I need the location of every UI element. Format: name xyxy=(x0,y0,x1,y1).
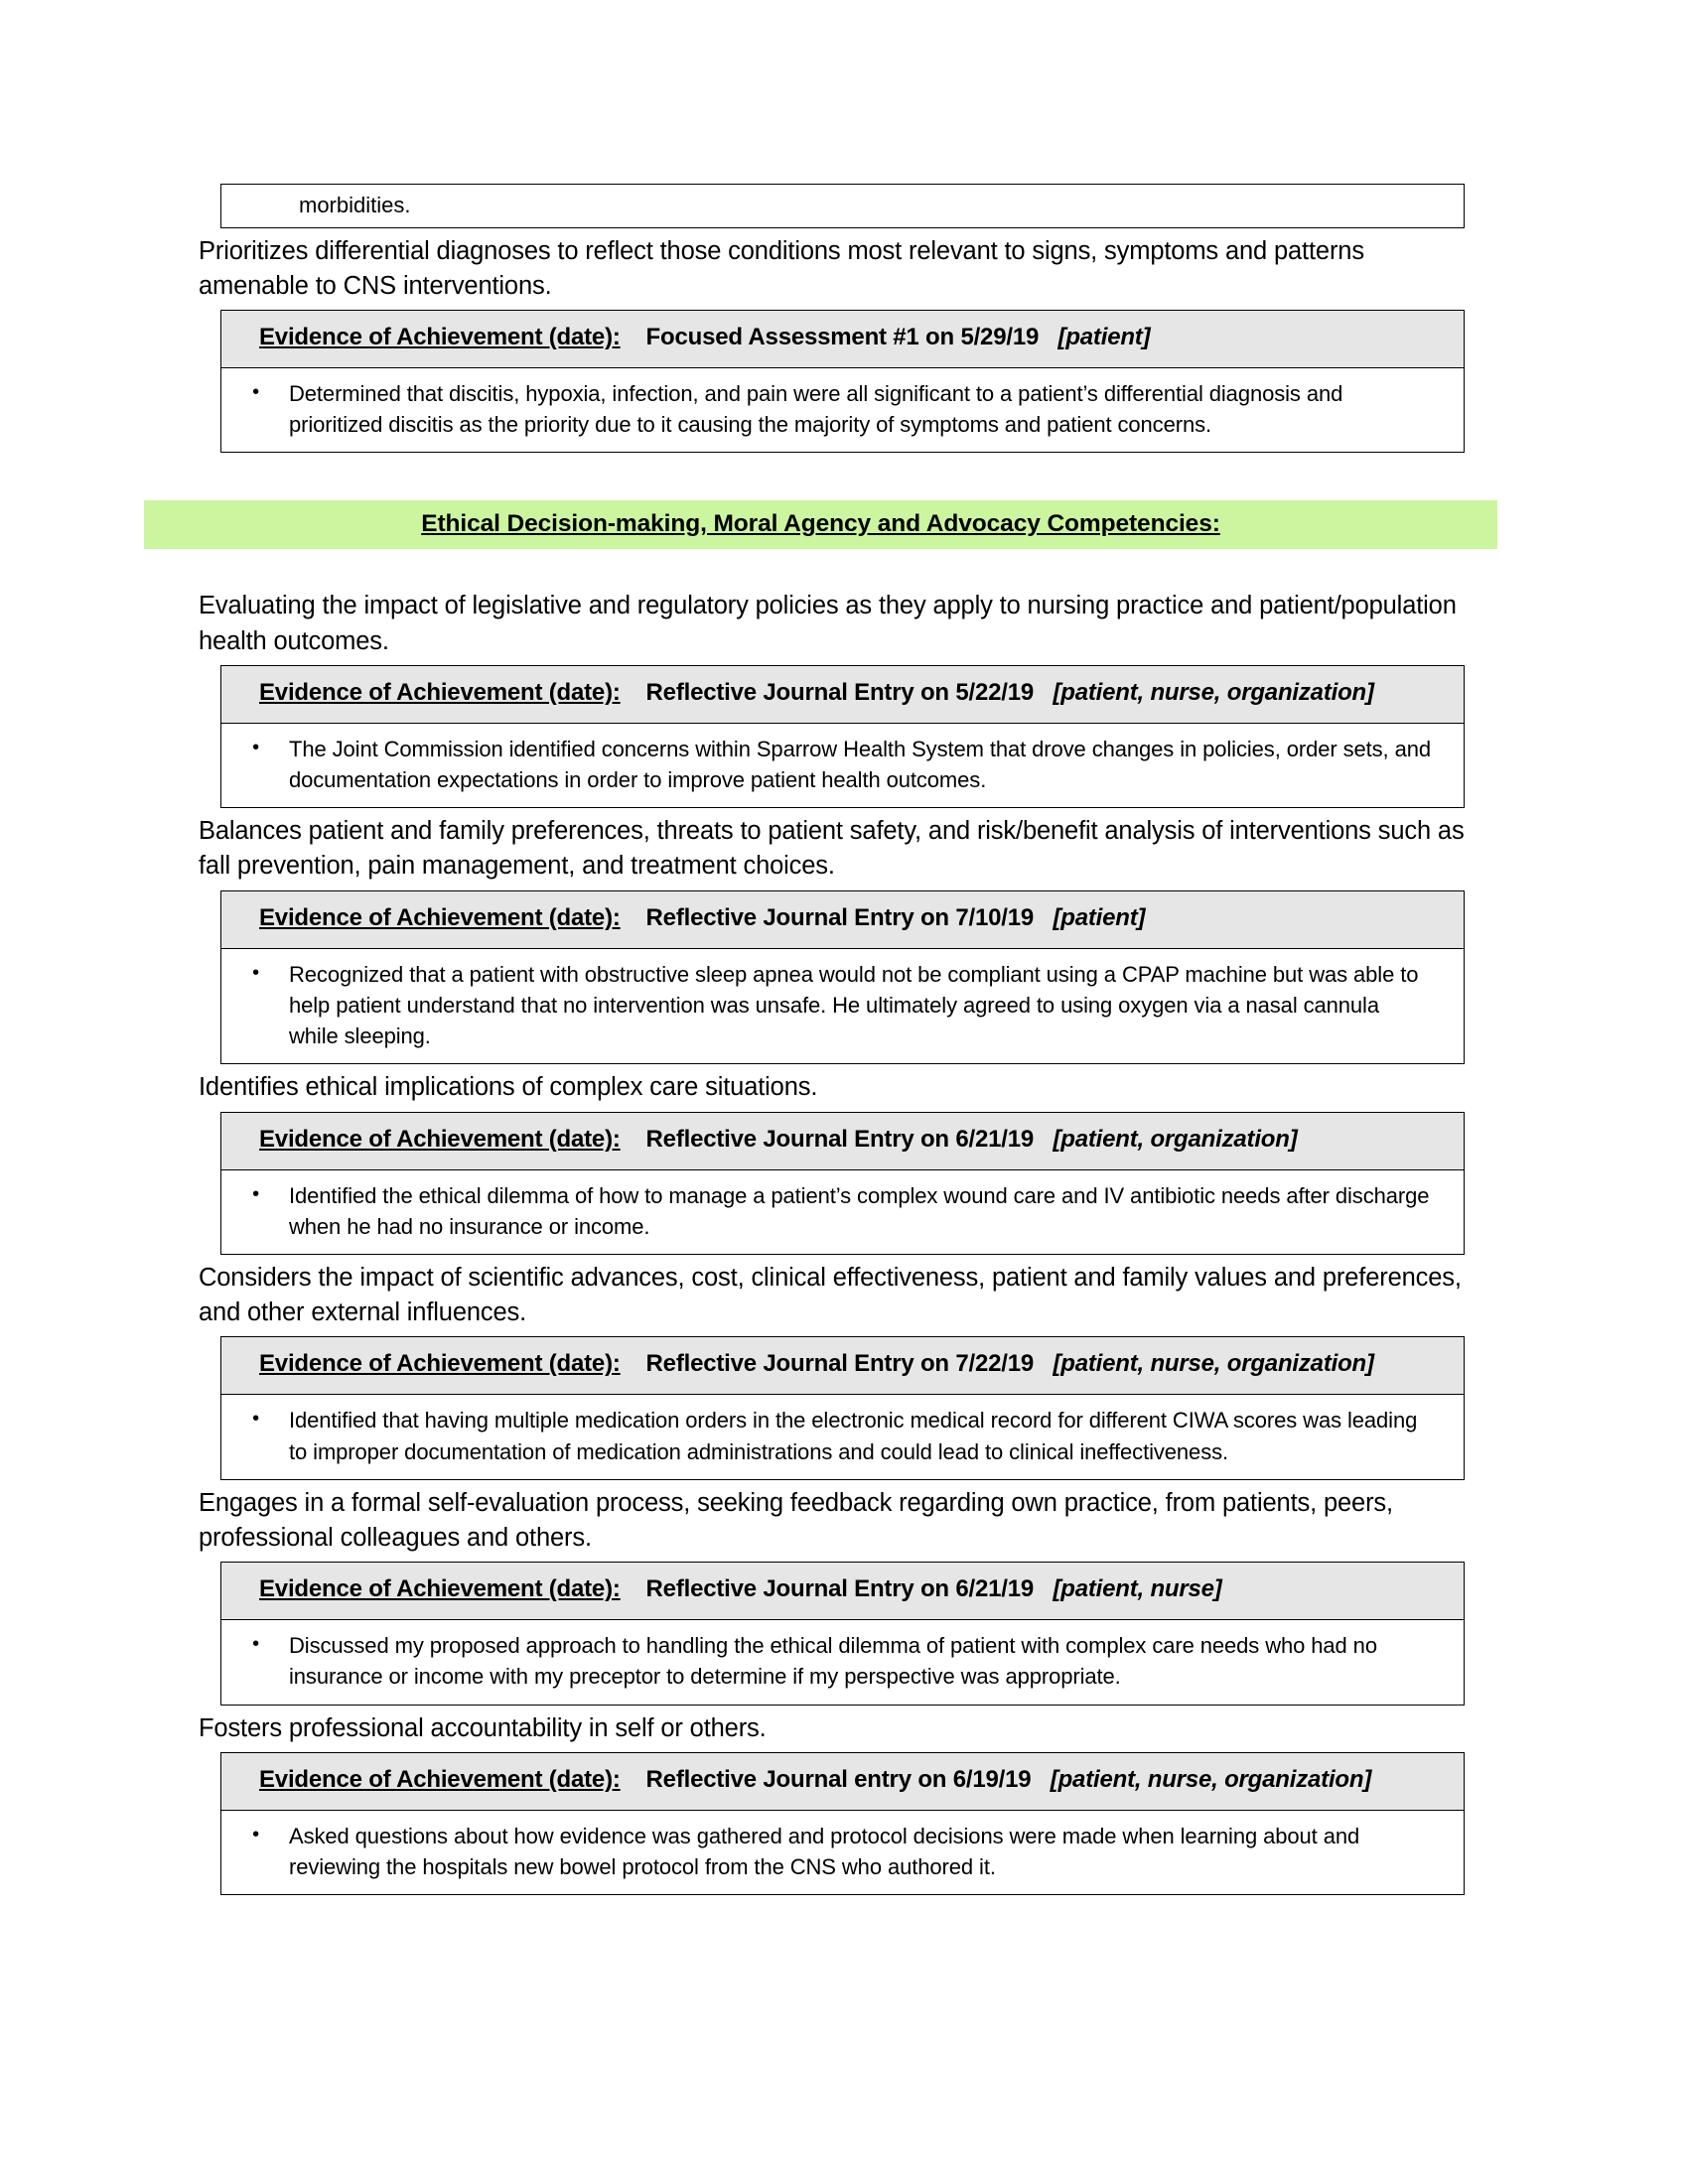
continuation-box: morbidities. xyxy=(220,184,1465,228)
evidence-value: Reflective Journal Entry on 5/22/19 xyxy=(645,678,1035,706)
bullet-icon: • xyxy=(252,380,259,403)
competency-statement: Considers the impact of scientific advances, cost, clinical effectiveness, patient and family values and preferences, and other external influences. xyxy=(199,1264,1462,1327)
competency-statement: Evaluating the impact of legislative and regulatory policies as they apply to nursing practice and patient/population health outcomes. xyxy=(199,592,1457,655)
bullet-icon: • xyxy=(252,736,259,758)
evidence-label: Evidence of Achievement (date): xyxy=(259,903,621,931)
evidence-body xyxy=(220,723,1465,808)
evidence-tags: [patient, nurse, organization] xyxy=(1050,1765,1372,1793)
bullet-icon: • xyxy=(252,1408,259,1431)
bullet-text: Determined that discitis, hypoxia, infection, and pain were all significant to a patient’s differential diagnosis and prioritized discitis as the priority due to it causing the majority of symptoms and patient concerns. xyxy=(289,380,1343,438)
evidence-label: Evidence of Achievement (date): xyxy=(259,1125,621,1153)
evidence-body xyxy=(220,948,1465,1065)
spacer xyxy=(199,455,1465,500)
list-item xyxy=(221,1180,1438,1242)
bullet-text: The Joint Commission identified concerns within Sparrow Health System that drove changes in policies, order sets, and documentation expectations in order to improve patient health outcomes. xyxy=(289,736,1431,793)
evidence-value: Focused Assessment #1 on 5/29/19 xyxy=(645,323,1040,350)
bullet-icon: • xyxy=(252,1633,259,1656)
evidence-body xyxy=(220,367,1465,453)
evidence-group xyxy=(220,1112,1465,1255)
evidence-label: Evidence of Achievement (date): xyxy=(259,678,621,706)
evidence-body xyxy=(220,1394,1465,1479)
evidence-header xyxy=(220,665,1465,723)
evidence-label: Evidence of Achievement (date): xyxy=(259,1350,621,1378)
evidence-body xyxy=(220,1169,1465,1255)
evidence-group xyxy=(220,1752,1465,1895)
evidence-group xyxy=(220,890,1465,1065)
bullet-icon: • xyxy=(252,1823,259,1845)
evidence-body xyxy=(220,1810,1465,1895)
competency-statement-intro: Prioritizes differential diagnoses to reflect those conditions most relevant to signs, symptoms and patterns amenable to CNS interventions. xyxy=(199,236,1364,300)
evidence-body xyxy=(220,1619,1465,1705)
evidence-group xyxy=(220,665,1465,808)
evidence-header xyxy=(220,890,1465,948)
bullet-icon: • xyxy=(252,1182,259,1205)
evidence-label: Evidence of Achievement (date): xyxy=(259,323,621,350)
evidence-tags: [patient, nurse, organization] xyxy=(1053,678,1374,706)
competency-statement: Fosters professional accountability in self or others. xyxy=(199,1713,767,1742)
competency-statement: Identifies ethical implications of complex care situations. xyxy=(199,1073,818,1102)
evidence-value: Reflective Journal Entry on 6/21/19 xyxy=(645,1575,1035,1603)
evidence-group xyxy=(220,1336,1465,1479)
evidence-label: Evidence of Achievement (date): xyxy=(259,1575,621,1603)
bullet-text: Identified that having multiple medication orders in the electronic medical record for different CIWA scores was leading to improper documentation of medication administrations and could lead to clinical ineffectiveness. xyxy=(289,1408,1418,1464)
evidence-header xyxy=(220,1336,1465,1394)
section-banner xyxy=(144,500,1497,549)
evidence-tags: [patient, nurse, organization] xyxy=(1053,1350,1374,1378)
bullet-text: Identified the ethical dilemma of how to manage a patient’s complex wound care and IV antibiotic needs after discharge when he had no insurance or income. xyxy=(289,1182,1430,1239)
evidence-header xyxy=(220,1562,1465,1619)
competency-statement: Engages in a formal self-evaluation process, seeking feedback regarding own practice, from patients, peers, professional colleagues and others. xyxy=(199,1488,1393,1553)
bullet-text: Discussed my proposed approach to handling the ethical dilemma of patient with complex care needs who had no insurance or income with my preceptor to determine if my perspective was appropriate. xyxy=(289,1633,1377,1690)
section-title: Ethical Decision-making, Moral Agency and Advocacy Competencies: xyxy=(421,510,1220,538)
bullet-text: Recognized that a patient with obstructive sleep apnea would not be compliant using a CPAP machine but was able to help patient understand that no intervention was unsafe. He ultimately agreed to using oxygen via a nasal cannula while sleeping. xyxy=(289,961,1419,1049)
competency-statement: Balances patient and family preferences, threats to patient safety, and risk/benefit analysis of interventions such as fall prevention, pain management, and treatment choices. xyxy=(199,817,1465,881)
list-item xyxy=(221,959,1438,1052)
evidence-label: Evidence of Achievement (date): xyxy=(259,1765,621,1793)
evidence-tags: [patient] xyxy=(1057,323,1151,350)
evidence-header xyxy=(220,1752,1465,1810)
evidence-header xyxy=(220,1112,1465,1169)
evidence-tags: [patient, organization] xyxy=(1053,1125,1298,1153)
list-item xyxy=(221,1405,1438,1466)
list-item xyxy=(221,734,1438,795)
list-item xyxy=(221,1821,1438,1882)
list-item xyxy=(221,1630,1438,1692)
bullet-icon: • xyxy=(252,961,259,984)
evidence-value: Reflective Journal Entry on 7/10/19 xyxy=(645,903,1035,931)
evidence-tags: [patient, nurse] xyxy=(1053,1575,1222,1603)
evidence-tags: [patient] xyxy=(1053,903,1146,931)
evidence-group-intro xyxy=(220,310,1465,453)
list-item xyxy=(221,378,1438,440)
evidence-value: Reflective Journal Entry on 7/22/19 xyxy=(645,1350,1035,1378)
bullet-text: Asked questions about how evidence was gathered and protocol decisions were made when learning about and reviewing the hospitals new bowel protocol from the CNS who authored it. xyxy=(289,1823,1360,1880)
evidence-group xyxy=(220,1562,1465,1705)
spacer xyxy=(199,549,1465,583)
evidence-value: Reflective Journal Entry on 6/21/19 xyxy=(645,1125,1035,1153)
evidence-header xyxy=(220,310,1465,367)
evidence-value: Reflective Journal entry on 6/19/19 xyxy=(645,1765,1032,1793)
